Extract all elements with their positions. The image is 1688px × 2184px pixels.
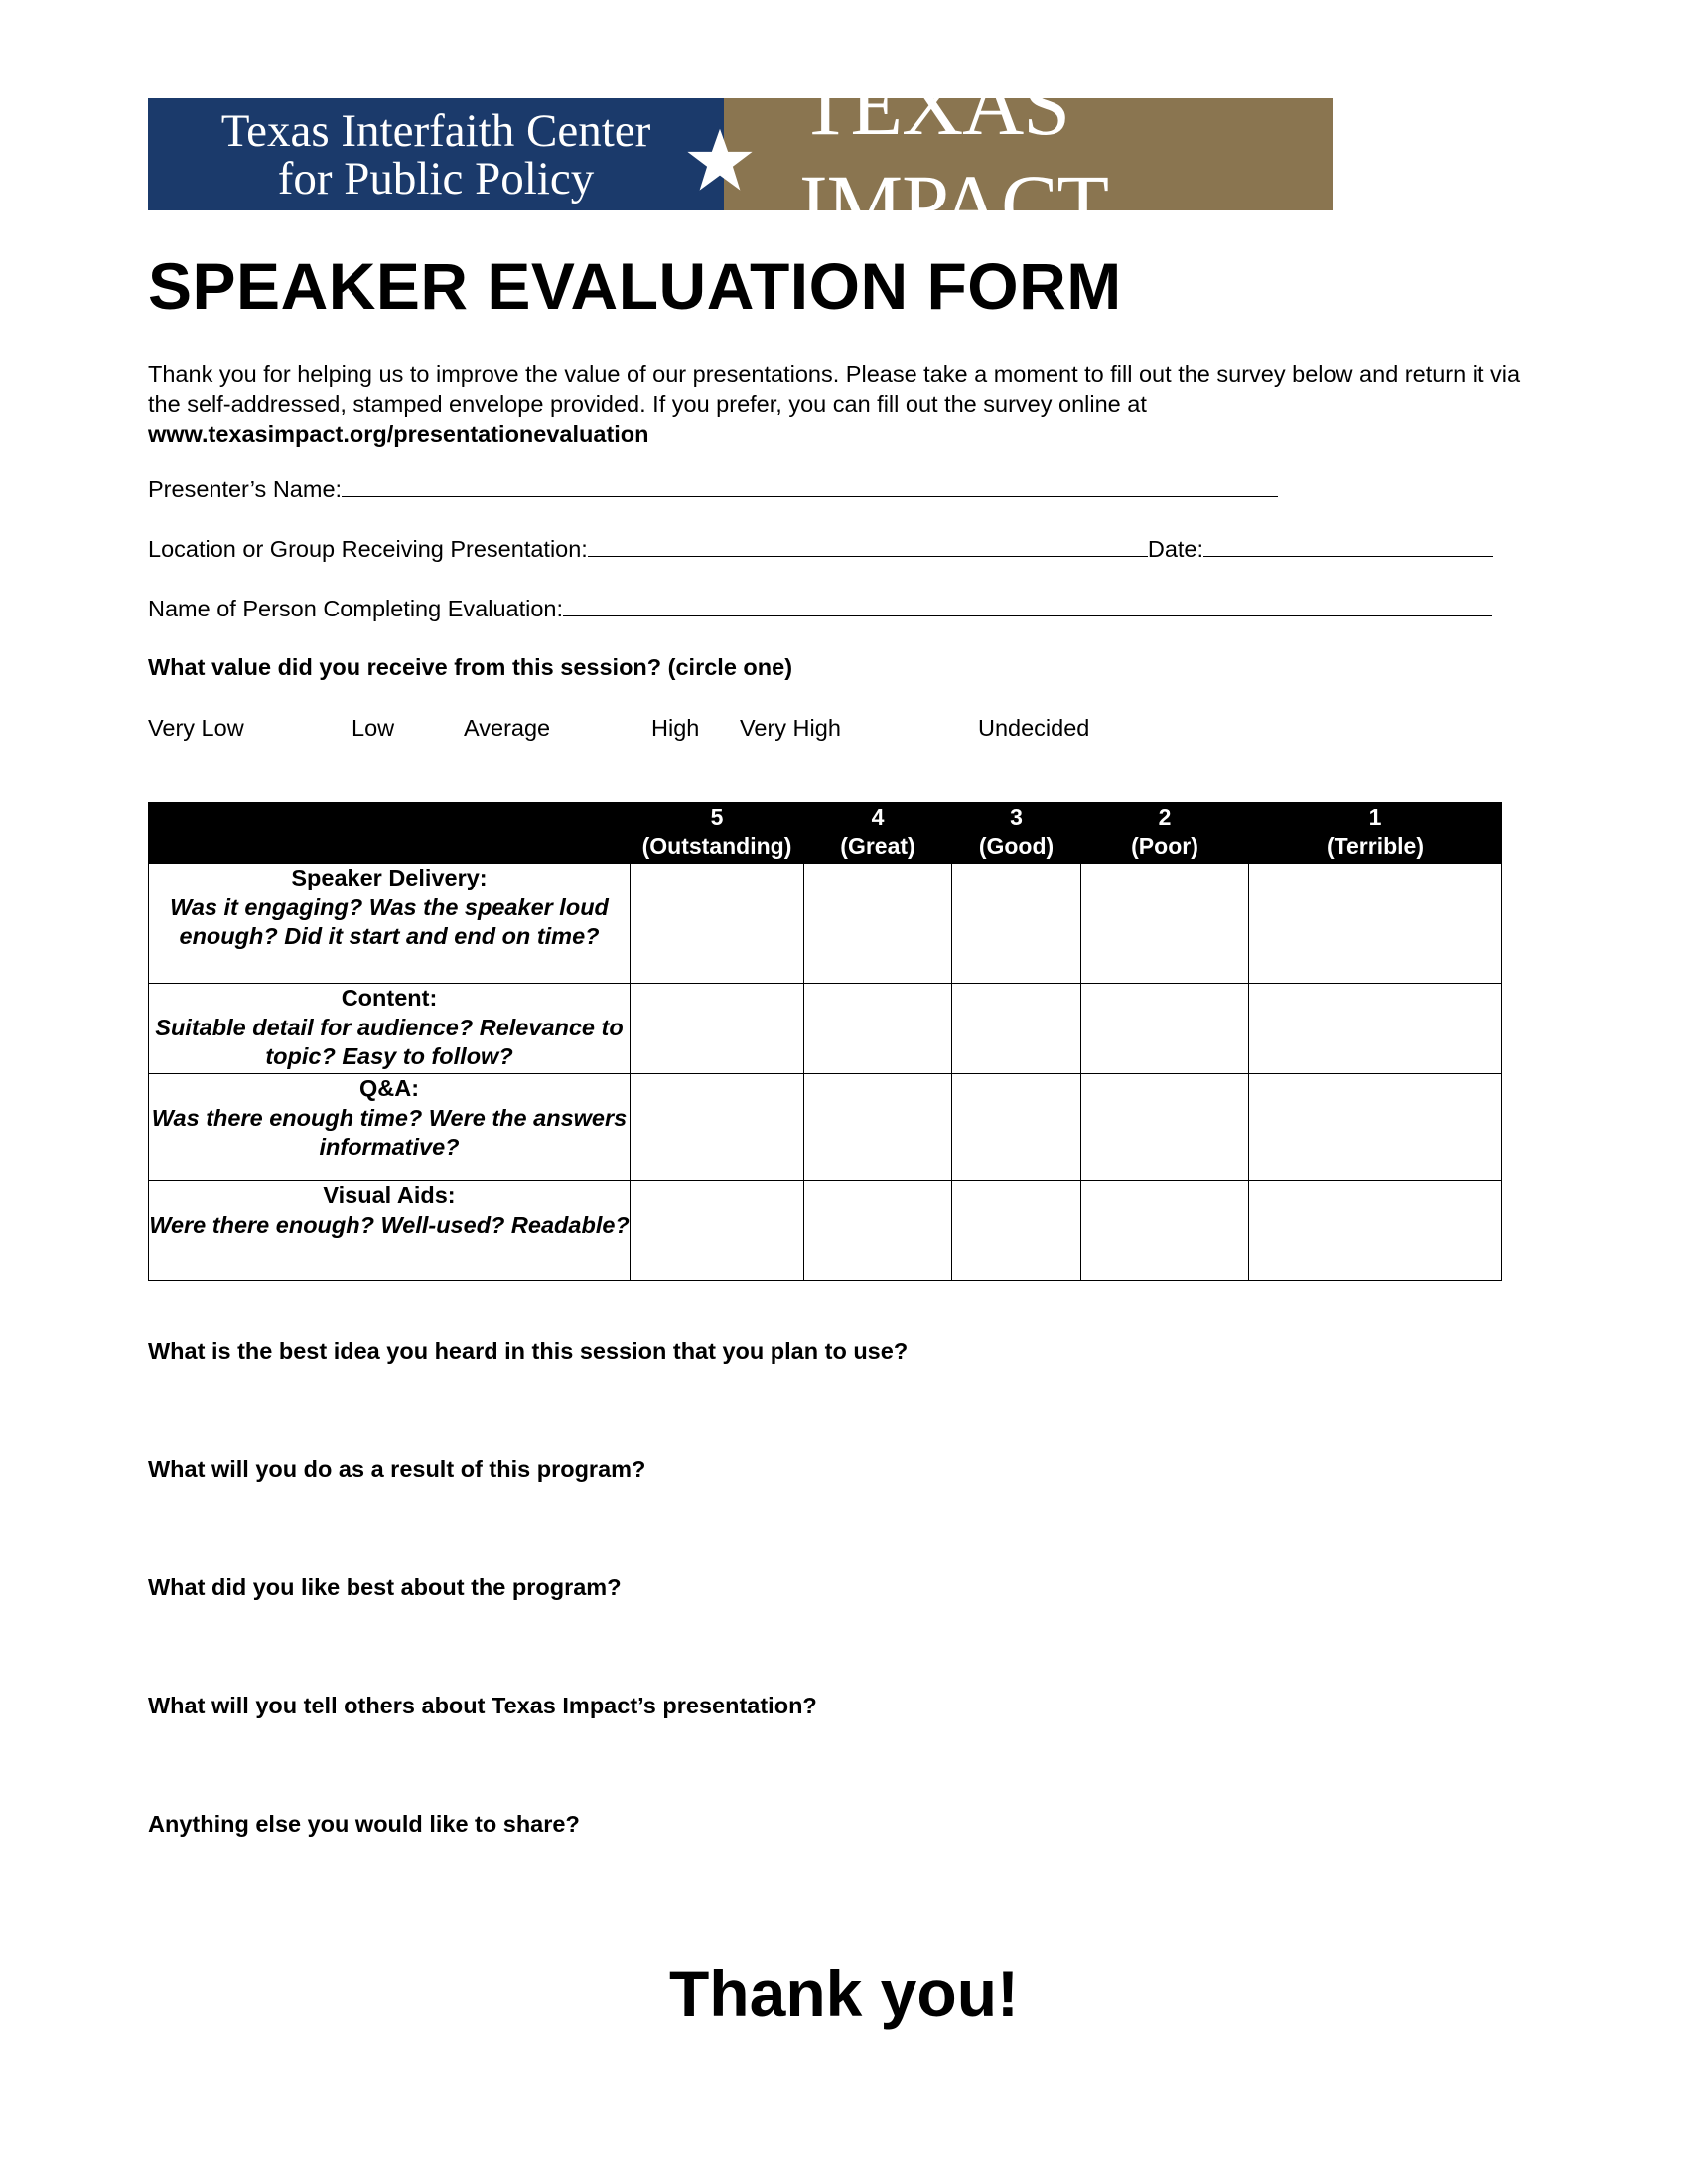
rating-cell[interactable] bbox=[631, 864, 804, 984]
location-field[interactable] bbox=[588, 534, 1148, 557]
criteria-cell bbox=[149, 864, 631, 984]
criteria-cell bbox=[149, 984, 631, 1074]
criteria-title: Visual Aids: bbox=[323, 1182, 456, 1208]
rating-cell[interactable] bbox=[1249, 864, 1502, 984]
rating-cell[interactable] bbox=[1081, 1181, 1249, 1281]
location-label: Location or Group Receiving Presentation: bbox=[148, 536, 588, 562]
rating-cell[interactable] bbox=[1081, 1074, 1249, 1181]
question-anything-else: Anything else you would like to share? bbox=[148, 1811, 580, 1837]
table-row bbox=[149, 1181, 1502, 1281]
value-option-very-low[interactable]: Very Low bbox=[148, 715, 244, 741]
rating-header-2: 2 (Poor) bbox=[1081, 803, 1249, 864]
question-tell-others: What will you tell others about Texas Impact’s presentation? bbox=[148, 1693, 817, 1718]
evaluator-name-field[interactable] bbox=[563, 594, 1492, 616]
presenter-name-field[interactable] bbox=[342, 475, 1278, 497]
intro-text: Thank you for helping us to improve the value of our presentations. Please take a moment to fill out the survey below and return it via the self-addressed, stamped envelope provided. If you prefer, you can fill out the survey online at bbox=[148, 361, 1521, 417]
table-row bbox=[149, 864, 1502, 984]
date-field[interactable] bbox=[1203, 534, 1493, 557]
presenter-name-label: Presenter’s Name: bbox=[148, 477, 343, 502]
survey-url-link[interactable]: www.texasimpact.org/presentationevaluation bbox=[148, 421, 649, 447]
question-result: What will you do as a result of this program? bbox=[148, 1456, 646, 1482]
rating-cell[interactable] bbox=[804, 984, 952, 1074]
banner-left-panel bbox=[148, 98, 724, 210]
banner-brand-text: TEXAS IMPACT bbox=[799, 57, 1109, 252]
criteria-title: Speaker Delivery: bbox=[291, 865, 488, 890]
rating-cell[interactable] bbox=[952, 1074, 1081, 1181]
star-icon bbox=[686, 126, 754, 194]
rating-cell[interactable] bbox=[631, 1181, 804, 1281]
rating-header-5: 5 (Outstanding) bbox=[631, 803, 804, 864]
value-option-low[interactable]: Low bbox=[352, 715, 395, 741]
criteria-cell bbox=[149, 1181, 631, 1281]
value-option-high[interactable]: High bbox=[651, 715, 700, 741]
rating-cell[interactable] bbox=[804, 1181, 952, 1281]
date-label: Date: bbox=[1147, 536, 1204, 562]
table-row bbox=[149, 1074, 1502, 1181]
rating-table-header bbox=[149, 803, 1502, 864]
rating-cell[interactable] bbox=[1249, 1181, 1502, 1281]
header-banner bbox=[148, 57, 1333, 252]
evaluator-name-label: Name of Person Completing Evaluation: bbox=[148, 596, 563, 621]
rating-cell[interactable] bbox=[952, 1181, 1081, 1281]
value-question: What value did you receive from this session? (circle one) bbox=[148, 654, 793, 680]
table-row bbox=[149, 984, 1502, 1074]
banner-right-panel bbox=[724, 57, 1333, 252]
rating-cell[interactable] bbox=[1249, 1074, 1502, 1181]
rating-cell[interactable] bbox=[952, 984, 1081, 1074]
rating-cell[interactable] bbox=[804, 1074, 952, 1181]
rating-cell[interactable] bbox=[1081, 864, 1249, 984]
banner-org-line1: Texas Interfaith Center bbox=[220, 104, 651, 157]
evaluator-name-row bbox=[148, 594, 1492, 622]
rating-cell[interactable] bbox=[804, 864, 952, 984]
value-option-very-high[interactable]: Very High bbox=[740, 715, 841, 741]
value-option-undecided[interactable]: Undecided bbox=[978, 715, 1090, 741]
closing-thank-you: Thank you! bbox=[668, 1957, 1019, 2030]
value-option-average[interactable]: Average bbox=[464, 715, 551, 741]
rating-cell[interactable] bbox=[952, 864, 1081, 984]
question-best-idea: What is the best idea you heard in this session that you plan to use? bbox=[148, 1338, 909, 1364]
criteria-description: Were there enough? Well-used? Readable? bbox=[149, 1211, 630, 1238]
rating-header-1: 1 (Terrible) bbox=[1249, 803, 1502, 864]
criteria-description: Suitable detail for audience? Relevance to topic? Easy to follow? bbox=[155, 1014, 624, 1069]
criteria-cell bbox=[149, 1074, 631, 1181]
banner-org-line2: for Public Policy bbox=[277, 152, 595, 205]
criteria-description: Was there enough time? Were the answers informative? bbox=[151, 1104, 628, 1160]
criteria-title: Q&A: bbox=[358, 1075, 420, 1101]
question-liked-best: What did you like best about the program? bbox=[148, 1574, 622, 1600]
criteria-header bbox=[149, 803, 631, 864]
presenter-name-row bbox=[148, 475, 1278, 503]
rating-table bbox=[148, 802, 1502, 1281]
rating-header-3: 3 (Good) bbox=[952, 803, 1081, 864]
intro-paragraph bbox=[148, 359, 1558, 449]
rating-cell[interactable] bbox=[1249, 984, 1502, 1074]
rating-cell[interactable] bbox=[631, 1074, 804, 1181]
page-title: SPEAKER EVALUATION FORM bbox=[148, 249, 1122, 323]
location-date-row bbox=[148, 534, 1493, 563]
rating-cell[interactable] bbox=[631, 984, 804, 1074]
criteria-description: Was it engaging? Was the speaker loud enough? Did it start and end on time? bbox=[170, 893, 609, 949]
rating-cell[interactable] bbox=[1081, 984, 1249, 1074]
criteria-title: Content: bbox=[341, 985, 438, 1011]
rating-header-4: 4 (Great) bbox=[804, 803, 952, 864]
